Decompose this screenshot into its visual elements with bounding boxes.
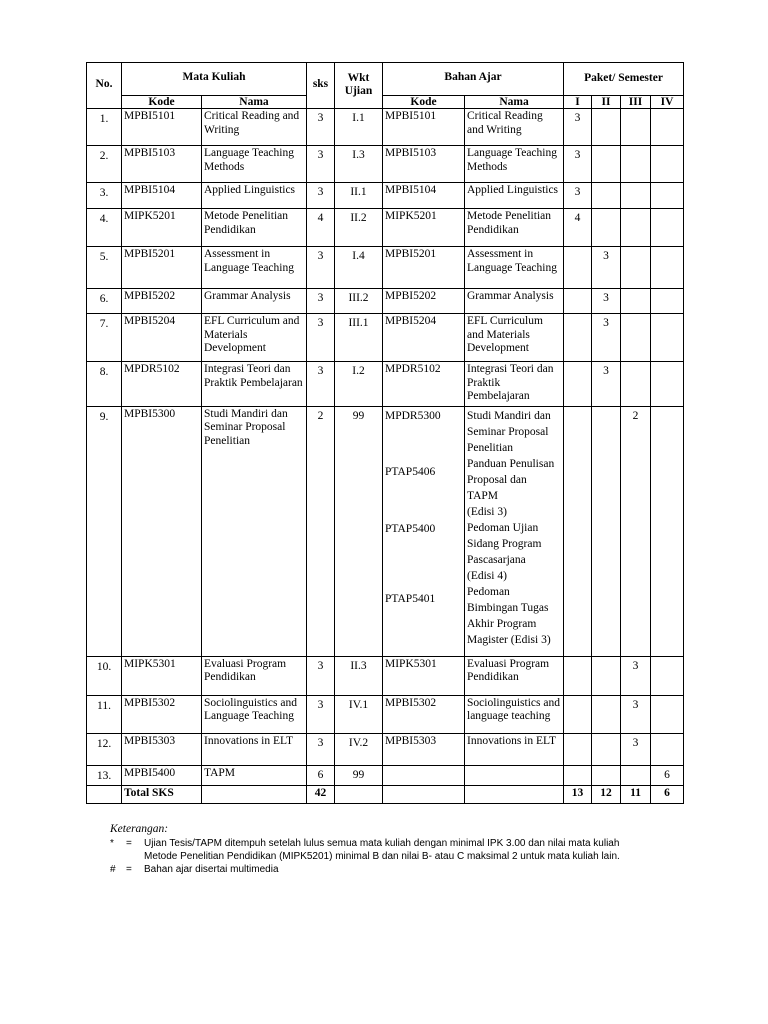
row-nama: Evaluasi Program Pendidikan <box>202 656 307 695</box>
row-sem-1: 3 <box>564 109 592 146</box>
row-kode: MIPK5201 <box>122 209 202 247</box>
table-row <box>87 109 684 146</box>
row-bahan-nama: Applied Linguistics <box>465 183 564 209</box>
bahan-kode-line <box>385 564 462 578</box>
subheader-semester-2: II <box>592 96 621 109</box>
subheader-bahan-kode: Kode <box>383 96 465 109</box>
row-sem-3: 3 <box>621 695 651 733</box>
row-sem-4: 6 <box>651 765 684 786</box>
row-bahan-nama: Assessment in Language Teaching <box>465 247 564 289</box>
row-sem-3: 2 <box>621 406 651 656</box>
row-sem-3 <box>621 146 651 183</box>
row-sks: 3 <box>307 247 335 289</box>
row-no: 3. <box>87 183 122 209</box>
row-sem-3 <box>621 289 651 314</box>
row-sem-4 <box>651 656 684 695</box>
row-sem-2 <box>592 209 621 247</box>
subheader-semester-4: IV <box>651 96 684 109</box>
row-nama: Integrasi Teori dan Praktik Pembelajaran <box>202 362 307 407</box>
row-kode: MPBI5101 <box>122 109 202 146</box>
bahan-nama-line: Studi Mandiri dan <box>467 409 551 422</box>
note-star-symbol: * <box>110 838 114 849</box>
row-wkt: IV.2 <box>335 733 383 765</box>
total-sem-2: 12 <box>592 786 621 804</box>
row-sem-4 <box>651 406 684 656</box>
row-sem-1: 4 <box>564 209 592 247</box>
row-wkt: IV.1 <box>335 695 383 733</box>
row-sem-3 <box>621 765 651 786</box>
row-no: 5. <box>87 247 122 289</box>
row-no: 13. <box>87 765 122 786</box>
row-nama: Critical Reading and Writing <box>202 109 307 146</box>
row-wkt: I.4 <box>335 247 383 289</box>
bahan-nama-line: Bimbingan Tugas <box>467 601 549 614</box>
row-sem-2 <box>592 109 621 146</box>
row-sem-3 <box>621 109 651 146</box>
bahan-kode-line <box>385 451 462 465</box>
table-row <box>87 733 684 765</box>
row-no: 7. <box>87 314 122 362</box>
row-sem-4 <box>651 314 684 362</box>
row-sks: 3 <box>307 183 335 209</box>
row-sks: 3 <box>307 656 335 695</box>
row-sem-2 <box>592 695 621 733</box>
row-sem-2: 3 <box>592 362 621 407</box>
row-sks: 3 <box>307 362 335 407</box>
row-bahan-kode: MPBI5204 <box>383 314 465 362</box>
note-star-text-cont: Metode Penelitian Pendidikan (MIPK5201) minimal B dan nilai B- atau C maksimal 2 untuk mata kuliah lain. <box>144 851 620 862</box>
row-sem-4 <box>651 247 684 289</box>
row-sem-3 <box>621 183 651 209</box>
header-no: No. <box>87 63 122 109</box>
row-nama: Language Teaching Methods <box>202 146 307 183</box>
row-nama: Grammar Analysis <box>202 289 307 314</box>
bahan-nama-line: Pedoman Ujian <box>467 521 539 534</box>
row-bahan-nama: Innovations in ELT <box>465 733 564 765</box>
row-wkt: II.2 <box>335 209 383 247</box>
bahan-kode-line <box>385 480 462 494</box>
total-empty <box>465 786 564 804</box>
bahan-kode-line <box>385 550 462 564</box>
row-sem-3 <box>621 362 651 407</box>
row-bahan-nama: Language Teaching Methods <box>465 146 564 183</box>
table-row <box>87 289 684 314</box>
bahan-nama-line: Akhir Program <box>467 617 537 630</box>
row-sem-3 <box>621 209 651 247</box>
subheader-semester-1: I <box>564 96 592 109</box>
row-sem-1 <box>564 314 592 362</box>
row-sem-2 <box>592 146 621 183</box>
subheader-bahan-nama: Nama <box>465 96 564 109</box>
note-equals: = <box>126 838 132 849</box>
row-sem-3: 3 <box>621 733 651 765</box>
row-bahan-kode: MPBI5202 <box>383 289 465 314</box>
bahan-kode-line: PTAP5406 <box>385 466 436 478</box>
table-row <box>87 314 684 362</box>
row-sem-1 <box>564 247 592 289</box>
bahan-kode-line <box>385 494 462 508</box>
row-sem-2 <box>592 406 621 656</box>
row-kode: MIPK5301 <box>122 656 202 695</box>
bahan-kode-line <box>385 537 462 551</box>
row-sem-2 <box>592 733 621 765</box>
bahan-nama-line: Penelitian <box>467 441 513 454</box>
note-hash <box>110 863 680 876</box>
bahan-nama-line: Panduan Penulisan <box>467 457 555 470</box>
row-bahan-nama: Grammar Analysis <box>465 289 564 314</box>
table-row <box>87 247 684 289</box>
header-mata-kuliah: Mata Kuliah <box>122 63 307 96</box>
row-bahan-nama: Critical Reading and Writing <box>465 109 564 146</box>
row-nama: Metode Penelitian Pendidikan <box>202 209 307 247</box>
row-kode: MPBI5104 <box>122 183 202 209</box>
header-sks: sks <box>307 63 335 109</box>
row-sks: 6 <box>307 765 335 786</box>
bahan-nama-line: Pedoman <box>467 585 510 598</box>
row-bahan-nama: Integrasi Teori dan Praktik Pembelajaran <box>465 362 564 407</box>
row-sem-4 <box>651 733 684 765</box>
row-bahan-kode: MPBI5302 <box>383 695 465 733</box>
row-kode: MPBI5202 <box>122 289 202 314</box>
row-bahan-nama <box>465 406 564 656</box>
header-paket-semester: Paket/ Semester <box>564 63 684 96</box>
total-row <box>87 786 684 804</box>
row-sem-1 <box>564 362 592 407</box>
row-kode: MPBI5103 <box>122 146 202 183</box>
subheader-semester-3: III <box>621 96 651 109</box>
row-bahan-nama: Sociolinguistics and language teaching <box>465 695 564 733</box>
table-row <box>87 406 684 656</box>
table-row <box>87 362 684 407</box>
bahan-kode-line: MPDR5300 <box>385 409 441 422</box>
total-sem-3: 11 <box>621 786 651 804</box>
table-row <box>87 183 684 209</box>
row-bahan-kode <box>383 765 465 786</box>
row-kode: MPDR5102 <box>122 362 202 407</box>
total-empty <box>87 786 122 804</box>
rows-group-a <box>87 109 684 407</box>
row-sem-1 <box>564 656 592 695</box>
bahan-nama-line: (Edisi 3) <box>467 505 507 518</box>
row-no: 8. <box>87 362 122 407</box>
bahan-nama-line: (Edisi 4) <box>467 569 507 582</box>
row-sem-1 <box>564 733 592 765</box>
row-nama: Sociolinguistics and Language Teaching <box>202 695 307 733</box>
row-no: 10. <box>87 656 122 695</box>
row-sem-2: 3 <box>592 314 621 362</box>
header-wkt-ujian: Wkt Ujian <box>335 63 383 109</box>
row-bahan-nama: Evaluasi Program Pendidikan <box>465 656 564 695</box>
table-row <box>87 146 684 183</box>
row-bahan-kode: MPBI5101 <box>383 109 465 146</box>
row-wkt: II.3 <box>335 656 383 695</box>
row-wkt: III.1 <box>335 314 383 362</box>
bahan-kode-line <box>385 424 462 438</box>
note-star-text: Ujian Tesis/TAPM ditempuh setelah lulus semua mata kuliah dengan minimal IPK 3.00 dan nilai mata kuliah <box>144 838 620 849</box>
rows-group-b <box>87 656 684 786</box>
row-wkt: II.1 <box>335 183 383 209</box>
row-bahan-nama: EFL Curriculum and Materials Development <box>465 314 564 362</box>
row-kode: MPBI5303 <box>122 733 202 765</box>
bahan-kode-line: PTAP5400 <box>385 522 436 535</box>
row-kode: MPBI5400 <box>122 765 202 786</box>
total-sem-4: 6 <box>651 786 684 804</box>
row-sks: 4 <box>307 209 335 247</box>
note-equals: = <box>126 864 132 875</box>
row-sem-1: 3 <box>564 183 592 209</box>
bahan-kode-line: PTAP5401 <box>385 592 436 605</box>
total-sem-1: 13 <box>564 786 592 804</box>
row-kode: MPBI5302 <box>122 695 202 733</box>
course-table <box>86 62 684 804</box>
row-sem-1 <box>564 406 592 656</box>
row-bahan-nama: Metode Penelitian Pendidikan <box>465 209 564 247</box>
row-sem-2: 3 <box>592 289 621 314</box>
row-wkt: I.2 <box>335 362 383 407</box>
bahan-kode-line <box>385 577 462 591</box>
total-empty <box>335 786 383 804</box>
row-sem-4 <box>651 209 684 247</box>
bahan-nama-line: TAPM <box>467 489 499 502</box>
row-wkt: III.2 <box>335 289 383 314</box>
row-sks: 3 <box>307 314 335 362</box>
row-sem-1 <box>564 695 592 733</box>
bahan-nama-line: Magister (Edisi 3) <box>467 633 551 646</box>
row-kode: MPBI5204 <box>122 314 202 362</box>
total-sks: 42 <box>307 786 335 804</box>
row-sem-1 <box>564 289 592 314</box>
row-nama: EFL Curriculum and Materials Development <box>202 314 307 362</box>
row-wkt: 99 <box>335 765 383 786</box>
row-wkt: I.1 <box>335 109 383 146</box>
row-sem-4 <box>651 183 684 209</box>
row-sem-4 <box>651 289 684 314</box>
row-nama: TAPM <box>202 765 307 786</box>
row-bahan-kode: MPBI5103 <box>383 146 465 183</box>
row-nama: Studi Mandiri dan Seminar Proposal Penelitian <box>202 406 307 656</box>
subheader-row <box>87 96 684 109</box>
row-no: 11. <box>87 695 122 733</box>
row-kode: MPBI5300 <box>122 406 202 656</box>
bahan-kode-line <box>385 507 462 521</box>
row-sem-3 <box>621 247 651 289</box>
row-sks: 3 <box>307 109 335 146</box>
row-no: 4. <box>87 209 122 247</box>
bahan-nama-line: Seminar Proposal <box>467 425 549 438</box>
row-sks: 2 <box>307 406 335 656</box>
row-sks: 3 <box>307 733 335 765</box>
table-row <box>87 695 684 733</box>
bahan-nama-line: Pascasarjana <box>467 553 526 566</box>
header-bahan-ajar: Bahan Ajar <box>383 63 564 96</box>
row-sks: 3 <box>307 289 335 314</box>
row-nama: Assessment in Language Teaching <box>202 247 307 289</box>
row-sks: 3 <box>307 146 335 183</box>
row-bahan-kode: MIPK5201 <box>383 209 465 247</box>
header-row <box>87 63 684 96</box>
bahan-nama-line: Proposal dan <box>467 473 527 486</box>
row-sks: 3 <box>307 695 335 733</box>
table-row <box>87 209 684 247</box>
row-wkt: I.3 <box>335 146 383 183</box>
notes-section <box>110 823 680 876</box>
row-no: 2. <box>87 146 122 183</box>
row-sem-1 <box>564 765 592 786</box>
row-bahan-nama <box>465 765 564 786</box>
notes-title: Keterangan: <box>110 823 169 835</box>
row-no: 12. <box>87 733 122 765</box>
row-sem-3: 3 <box>621 656 651 695</box>
note-star <box>110 837 680 850</box>
row-sem-1: 3 <box>564 146 592 183</box>
row-bahan-kode: MPBI5303 <box>383 733 465 765</box>
row-nama: Applied Linguistics <box>202 183 307 209</box>
table-row <box>87 765 684 786</box>
row-sem-2 <box>592 656 621 695</box>
subheader-nama: Nama <box>202 96 307 109</box>
bahan-nama-line: Sidang Program <box>467 537 542 550</box>
row-sem-4 <box>651 146 684 183</box>
row-bahan-kode <box>383 406 465 656</box>
row-sem-4 <box>651 109 684 146</box>
row-sem-2 <box>592 183 621 209</box>
row-sem-2: 3 <box>592 247 621 289</box>
row-sem-4 <box>651 362 684 407</box>
row-bahan-kode: MPBI5104 <box>383 183 465 209</box>
subheader-kode: Kode <box>122 96 202 109</box>
row-wkt: 99 <box>335 406 383 656</box>
total-label: Total SKS <box>122 786 202 804</box>
row-bahan-kode: MPDR5102 <box>383 362 465 407</box>
row-kode: MPBI5201 <box>122 247 202 289</box>
row-bahan-kode: MIPK5301 <box>383 656 465 695</box>
row-sem-2 <box>592 765 621 786</box>
total-empty <box>383 786 465 804</box>
row-sem-4 <box>651 695 684 733</box>
table-row <box>87 656 684 695</box>
bahan-kode-line <box>385 437 462 451</box>
row-no: 9. <box>87 406 122 656</box>
row-no: 1. <box>87 109 122 146</box>
total-empty <box>202 786 307 804</box>
note-hash-text: Bahan ajar disertai multimedia <box>144 864 279 875</box>
row-no: 6. <box>87 289 122 314</box>
note-hash-symbol: # <box>110 864 116 875</box>
row-nama: Innovations in ELT <box>202 733 307 765</box>
row-bahan-kode: MPBI5201 <box>383 247 465 289</box>
row-sem-3 <box>621 314 651 362</box>
